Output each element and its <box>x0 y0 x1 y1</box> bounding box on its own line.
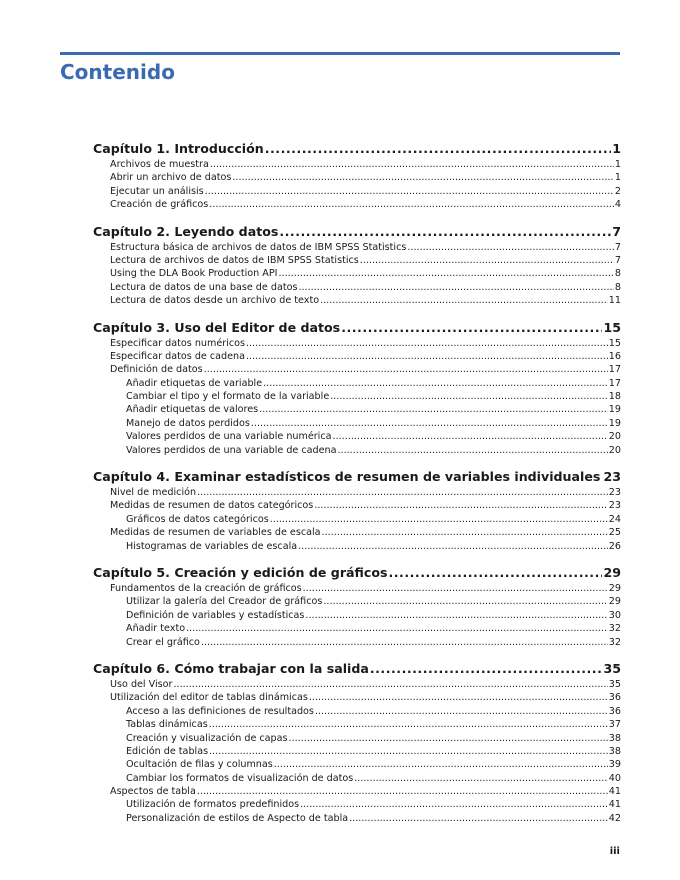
toc-entry-page: 23 <box>608 487 621 499</box>
toc-entry-page: 11 <box>608 295 621 307</box>
dot-leader <box>197 486 608 499</box>
toc-entry-title: Medidas de resumen de datos categóricos <box>110 500 314 512</box>
toc-section-entry[interactable] <box>93 158 621 171</box>
toc-entry-title: Ocultación de filas y columnas <box>126 759 273 771</box>
toc-section-entry[interactable] <box>93 444 621 457</box>
toc-entry-title: Utilización de formatos predefinidos <box>126 799 300 811</box>
toc-section-entry[interactable] <box>93 732 621 745</box>
toc-section-entry[interactable] <box>93 403 621 416</box>
dot-leader <box>186 622 608 635</box>
dot-leader <box>341 319 602 337</box>
dot-leader <box>354 772 608 785</box>
toc-entry-title: Capítulo 5. Creación y edición de gráficos <box>93 564 388 580</box>
toc-entry-title: Uso del Visor <box>110 678 173 690</box>
toc-entry-page: 15 <box>603 319 621 335</box>
toc-entry-title: Utilización del editor de tablas dinámicas <box>110 692 308 704</box>
toc-entry-page: 15 <box>608 337 621 349</box>
toc-entry-page: 8 <box>614 281 621 293</box>
toc-entry-page: 38 <box>608 732 621 744</box>
dot-leader <box>309 691 608 704</box>
dot-leader <box>407 241 614 254</box>
toc-entry-page: 42 <box>608 812 621 824</box>
toc-entry-title: Aspectos de tabla <box>110 786 196 798</box>
toc-entry-title: Capítulo 3. Uso del Editor de datos <box>93 319 341 335</box>
toc-entry-title: Añadir etiquetas de variable <box>126 377 263 389</box>
dot-leader <box>173 678 607 691</box>
toc-entry-page: 25 <box>608 527 621 539</box>
toc-entry-title: Nivel de medición <box>110 487 197 499</box>
toc-section-entry[interactable] <box>93 363 621 376</box>
dot-leader <box>298 540 608 553</box>
toc-entry-title: Fundamentos de la creación de gráficos <box>110 582 302 594</box>
toc-entry-title: Medidas de resumen de variables de escala <box>110 527 321 539</box>
toc-chapter-entry[interactable] <box>93 223 621 241</box>
dot-leader <box>259 403 608 416</box>
toc-entry-page: 23 <box>603 469 621 485</box>
dot-leader <box>201 636 608 649</box>
dot-leader <box>246 337 608 350</box>
page-number: iii <box>609 846 620 857</box>
dot-leader <box>279 223 611 241</box>
toc-section-entry[interactable] <box>93 540 621 553</box>
toc-entry-page: 30 <box>608 609 621 621</box>
toc-section-entry[interactable] <box>93 622 621 635</box>
toc-entry-page: 18 <box>608 391 621 403</box>
toc-entry-page: 1 <box>614 159 621 170</box>
toc-entry-page: 40 <box>608 772 621 784</box>
toc-entry-title: Manejo de datos perdidos <box>126 417 250 429</box>
toc-entry-page: 39 <box>608 759 621 771</box>
toc-section-entry[interactable] <box>93 377 621 390</box>
toc-section-entry[interactable] <box>93 417 621 430</box>
toc-section-entry[interactable] <box>93 499 621 512</box>
dot-leader <box>278 267 613 280</box>
toc-entry-title: Estructura básica de archivos de datos de IBM SPSS Statistics <box>110 241 407 253</box>
toc-entry-page: 20 <box>608 431 621 443</box>
toc-entry-page: 41 <box>608 799 621 811</box>
toc-entry-title: Definición de datos <box>110 364 203 376</box>
toc-entry-title: Añadir etiquetas de valores <box>126 404 259 416</box>
toc-section-entry[interactable] <box>93 718 621 731</box>
toc-chapter-entry[interactable] <box>93 140 621 158</box>
toc-section-entry[interactable] <box>93 337 621 350</box>
toc-entry-title: Capítulo 6. Cómo trabajar con la salida <box>93 660 369 676</box>
toc-entry-page: 38 <box>608 745 621 757</box>
toc-entry-title: Histogramas de variables de escala <box>126 540 298 552</box>
dot-leader <box>330 390 608 403</box>
toc-entry-page: 41 <box>608 786 621 798</box>
toc-chapter-entry[interactable] <box>93 564 621 582</box>
toc-entry-page: 7 <box>612 223 621 239</box>
dot-leader <box>205 185 614 198</box>
dot-leader <box>209 198 614 211</box>
toc-entry-title: Capítulo 1. Introducción <box>93 141 264 156</box>
page-title: Contenido <box>60 60 175 84</box>
toc-section-entry[interactable] <box>93 785 621 798</box>
toc-entry-page: 24 <box>608 513 621 525</box>
toc-entry-title: Lectura de datos desde un archivo de texto <box>110 295 320 307</box>
toc-section-entry[interactable] <box>93 294 621 307</box>
toc-entry-title: Valores perdidos de una variable de cadena <box>126 444 337 456</box>
dot-leader <box>232 171 614 184</box>
dot-leader <box>270 513 608 526</box>
dot-leader <box>246 350 608 363</box>
table-of-contents <box>93 140 621 825</box>
toc-entry-title: Cambiar los formatos de visualización de datos <box>126 772 354 784</box>
toc-entry-page: 32 <box>608 623 621 635</box>
toc-section-entry[interactable] <box>93 798 621 811</box>
toc-section-entry[interactable] <box>93 526 621 539</box>
toc-entry-page: 29 <box>603 564 621 580</box>
toc-entry-page: 35 <box>603 660 621 676</box>
toc-entry-page: 37 <box>608 719 621 731</box>
toc-section-entry[interactable] <box>93 812 621 825</box>
toc-entry-title: Acceso a las definiciones de resultados <box>126 705 314 717</box>
dot-leader <box>360 254 614 267</box>
toc-entry-title: Definición de variables y estadísticas <box>126 609 305 621</box>
toc-entry-page: 36 <box>608 692 621 704</box>
toc-section-entry[interactable] <box>93 758 621 771</box>
toc-entry-title: Añadir texto <box>126 623 186 635</box>
toc-entry-page: 1 <box>614 172 621 184</box>
dot-leader <box>601 468 602 486</box>
toc-entry-page: 17 <box>608 377 621 389</box>
dot-leader <box>305 609 607 622</box>
dot-leader <box>337 444 607 457</box>
toc-section-entry[interactable] <box>93 267 621 280</box>
toc-entry-title: Edición de tablas <box>126 745 209 757</box>
toc-entry-page: 2 <box>614 185 621 197</box>
dot-leader <box>322 526 608 539</box>
toc-section-entry[interactable] <box>93 595 621 608</box>
toc-entry-title: Gráficos de datos categóricos <box>126 513 269 525</box>
header-rule <box>60 52 620 55</box>
toc-entry-title: Especificar datos numéricos <box>110 337 245 349</box>
toc-entry-title: Using the DLA Book Production API <box>110 268 278 280</box>
dot-leader <box>303 582 608 595</box>
toc-entry-title: Archivos de muestra <box>110 159 209 170</box>
toc-chapter-entry[interactable] <box>93 319 621 337</box>
dot-leader <box>197 785 608 798</box>
dot-leader <box>370 660 603 678</box>
toc-entry-title: Valores perdidos de una variable numérica <box>126 431 332 443</box>
dot-leader <box>263 377 608 390</box>
toc-entry-page: 36 <box>608 705 621 717</box>
toc-section-entry[interactable] <box>93 678 621 691</box>
toc-section-entry[interactable] <box>93 430 621 443</box>
toc-section-entry[interactable] <box>93 390 621 403</box>
dot-leader <box>209 745 608 758</box>
toc-entry-title: Tablas dinámicas <box>126 719 208 731</box>
toc-section-entry[interactable] <box>93 513 621 526</box>
toc-section-entry[interactable] <box>93 772 621 785</box>
dot-leader <box>388 564 602 582</box>
dot-leader <box>289 732 608 745</box>
toc-entry-title: Utilizar la galería del Creador de gráficos <box>126 596 323 608</box>
toc-section-entry[interactable] <box>93 609 621 622</box>
dot-leader <box>209 718 608 731</box>
toc-entry-page: 29 <box>608 596 621 608</box>
dot-leader <box>204 363 608 376</box>
toc-section-entry[interactable] <box>93 636 621 649</box>
dot-leader <box>300 798 608 811</box>
toc-entry-title: Cambiar el tipo y el formato de la variable <box>126 391 330 403</box>
toc-entry-title: Creación y visualización de capas <box>126 732 288 744</box>
toc-entry-page: 20 <box>608 444 621 456</box>
toc-entry-page: 1 <box>612 141 621 156</box>
dot-leader <box>349 812 608 825</box>
toc-section-entry[interactable] <box>93 745 621 758</box>
toc-entry-title: Crear el gráfico <box>126 636 200 648</box>
toc-section-entry[interactable] <box>93 254 621 267</box>
toc-entry-page: 16 <box>608 350 621 362</box>
toc-entry-page: 32 <box>608 636 621 648</box>
toc-section-entry[interactable] <box>93 705 621 718</box>
toc-section-entry[interactable] <box>93 171 621 184</box>
dot-leader <box>320 294 608 307</box>
toc-entry-page: 7 <box>614 254 621 266</box>
toc-entry-title: Lectura de archivos de datos de IBM SPSS Statistics <box>110 254 359 266</box>
toc-entry-title: Personalización de estilos de Aspecto de tabla <box>126 812 349 824</box>
toc-entry-title: Lectura de datos de una base de datos <box>110 281 298 293</box>
dot-leader <box>315 705 608 718</box>
dot-leader <box>298 281 613 294</box>
toc-entry-title: Capítulo 4. Examinar estadísticos de resumen de variables individuales <box>93 469 601 485</box>
toc-entry-page: 4 <box>614 199 621 211</box>
toc-entry-page: 19 <box>608 417 621 429</box>
toc-entry-title: Abrir un archivo de datos <box>110 172 232 184</box>
toc-entry-page: 17 <box>608 364 621 376</box>
dot-leader <box>323 595 607 608</box>
dot-leader <box>274 758 608 771</box>
toc-entry-page: 23 <box>608 500 621 512</box>
toc-section-entry[interactable] <box>93 185 621 198</box>
dot-leader <box>333 430 608 443</box>
toc-entry-title: Capítulo 2. Leyendo datos <box>93 223 279 239</box>
toc-section-entry[interactable] <box>93 582 621 595</box>
dot-leader <box>265 140 612 158</box>
toc-section-entry[interactable] <box>93 350 621 363</box>
toc-section-entry[interactable] <box>93 281 621 294</box>
toc-entry-page: 19 <box>608 404 621 416</box>
toc-section-entry[interactable] <box>93 691 621 704</box>
toc-section-entry[interactable] <box>93 198 621 211</box>
toc-chapter-entry[interactable] <box>93 660 621 678</box>
toc-entry-title: Ejecutar un análisis <box>110 185 204 197</box>
toc-entry-page: 26 <box>608 540 621 552</box>
dot-leader <box>210 158 614 171</box>
toc-section-entry[interactable] <box>93 241 621 254</box>
toc-entry-page: 29 <box>608 582 621 594</box>
toc-entry-page: 7 <box>614 241 621 253</box>
dot-leader <box>314 499 607 512</box>
toc-chapter-entry[interactable] <box>93 468 621 486</box>
toc-entry-page: 35 <box>608 678 621 690</box>
toc-section-entry[interactable] <box>93 486 621 499</box>
toc-entry-page: 8 <box>614 268 621 280</box>
toc-entry-title: Creación de gráficos <box>110 199 209 211</box>
dot-leader <box>251 417 608 430</box>
toc-entry-title: Especificar datos de cadena <box>110 350 245 362</box>
